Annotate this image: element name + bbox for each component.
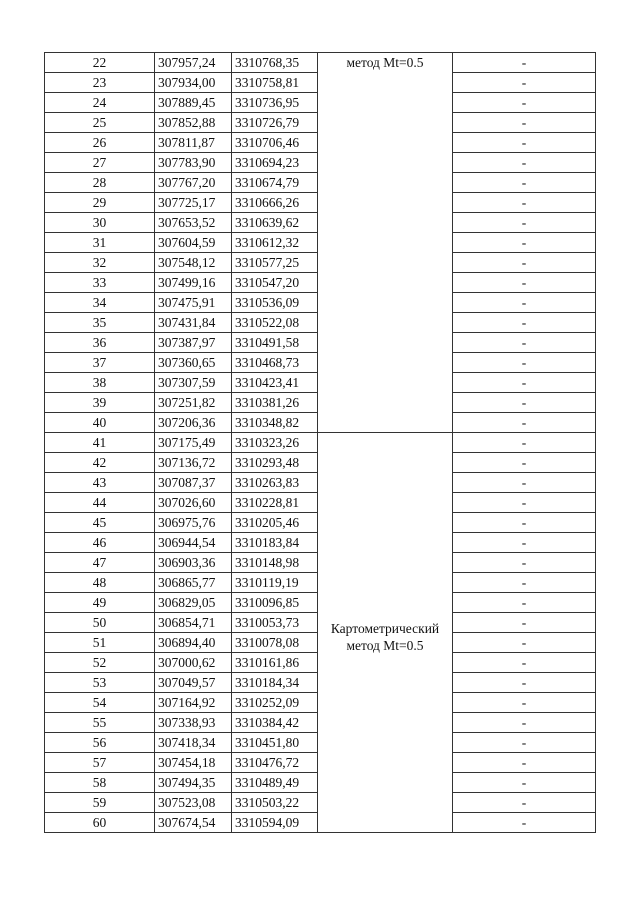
point-number-cell: 42 <box>45 453 155 473</box>
point-number-cell: 22 <box>45 53 155 73</box>
point-number-cell: 25 <box>45 113 155 133</box>
x-coordinate-cell: 306903,36 <box>155 553 232 573</box>
status-cell: - <box>453 553 596 573</box>
status-cell: - <box>453 373 596 393</box>
point-number-cell: 45 <box>45 513 155 533</box>
x-coordinate-cell: 307499,16 <box>155 273 232 293</box>
point-number-cell: 60 <box>45 813 155 833</box>
x-coordinate-cell: 307087,37 <box>155 473 232 493</box>
status-cell: - <box>453 133 596 153</box>
x-coordinate-cell: 307431,84 <box>155 313 232 333</box>
y-coordinate-cell: 3310293,48 <box>232 453 318 473</box>
status-cell: - <box>453 773 596 793</box>
point-number-cell: 46 <box>45 533 155 553</box>
x-coordinate-cell: 307475,91 <box>155 293 232 313</box>
y-coordinate-cell: 3310694,23 <box>232 153 318 173</box>
status-cell: - <box>453 193 596 213</box>
y-coordinate-cell: 3310184,34 <box>232 673 318 693</box>
point-number-cell: 28 <box>45 173 155 193</box>
y-coordinate-cell: 3310148,98 <box>232 553 318 573</box>
y-coordinate-cell: 3310384,42 <box>232 713 318 733</box>
method-cell <box>318 433 453 833</box>
status-cell: - <box>453 573 596 593</box>
status-cell: - <box>453 233 596 253</box>
point-number-cell: 36 <box>45 333 155 353</box>
y-coordinate-cell: 3310577,25 <box>232 253 318 273</box>
x-coordinate-cell: 307000,62 <box>155 653 232 673</box>
y-coordinate-cell: 3310252,09 <box>232 693 318 713</box>
point-number-cell: 35 <box>45 313 155 333</box>
x-coordinate-cell: 307454,18 <box>155 753 232 773</box>
status-cell: - <box>453 473 596 493</box>
x-coordinate-cell: 307548,12 <box>155 253 232 273</box>
x-coordinate-cell: 307494,35 <box>155 773 232 793</box>
x-coordinate-cell: 307604,59 <box>155 233 232 253</box>
x-coordinate-cell: 307674,54 <box>155 813 232 833</box>
point-number-cell: 37 <box>45 353 155 373</box>
y-coordinate-cell: 3310674,79 <box>232 173 318 193</box>
x-coordinate-cell: 306865,77 <box>155 573 232 593</box>
point-number-cell: 27 <box>45 153 155 173</box>
status-cell: - <box>453 713 596 733</box>
x-coordinate-cell: 307136,72 <box>155 453 232 473</box>
x-coordinate-cell: 307725,17 <box>155 193 232 213</box>
status-cell: - <box>453 353 596 373</box>
point-number-cell: 31 <box>45 233 155 253</box>
point-number-cell: 26 <box>45 133 155 153</box>
status-cell: - <box>453 113 596 133</box>
status-cell: - <box>453 493 596 513</box>
point-number-cell: 23 <box>45 73 155 93</box>
point-number-cell: 50 <box>45 613 155 633</box>
method-cell <box>318 53 453 433</box>
y-coordinate-cell: 3310594,09 <box>232 813 318 833</box>
point-number-cell: 41 <box>45 433 155 453</box>
method-label-line2: метод Mt=0.5 <box>346 637 424 653</box>
x-coordinate-cell: 307852,88 <box>155 113 232 133</box>
status-cell: - <box>453 453 596 473</box>
y-coordinate-cell: 3310522,08 <box>232 313 318 333</box>
y-coordinate-cell: 3310476,72 <box>232 753 318 773</box>
point-number-cell: 32 <box>45 253 155 273</box>
status-cell: - <box>453 753 596 773</box>
x-coordinate-cell: 307360,65 <box>155 353 232 373</box>
status-cell: - <box>453 653 596 673</box>
point-number-cell: 47 <box>45 553 155 573</box>
x-coordinate-cell: 307418,34 <box>155 733 232 753</box>
x-coordinate-cell: 307523,08 <box>155 793 232 813</box>
status-cell: - <box>453 153 596 173</box>
status-cell: - <box>453 533 596 553</box>
status-cell: - <box>453 513 596 533</box>
status-cell: - <box>453 733 596 753</box>
y-coordinate-cell: 3310119,19 <box>232 573 318 593</box>
y-coordinate-cell: 3310612,32 <box>232 233 318 253</box>
y-coordinate-cell: 3310468,73 <box>232 353 318 373</box>
x-coordinate-cell: 306894,40 <box>155 633 232 653</box>
status-cell: - <box>453 673 596 693</box>
coordinates-table <box>44 52 596 833</box>
point-number-cell: 59 <box>45 793 155 813</box>
point-number-cell: 49 <box>45 593 155 613</box>
x-coordinate-cell: 307251,82 <box>155 393 232 413</box>
y-coordinate-cell: 3310536,09 <box>232 293 318 313</box>
point-number-cell: 52 <box>45 653 155 673</box>
y-coordinate-cell: 3310503,22 <box>232 793 318 813</box>
status-cell: - <box>453 253 596 273</box>
y-coordinate-cell: 3310205,46 <box>232 513 318 533</box>
status-cell: - <box>453 173 596 193</box>
status-cell: - <box>453 633 596 653</box>
x-coordinate-cell: 306975,76 <box>155 513 232 533</box>
method-label: метод Mt=0.5 <box>346 55 424 70</box>
y-coordinate-cell: 3310078,08 <box>232 633 318 653</box>
status-cell: - <box>453 93 596 113</box>
status-cell: - <box>453 813 596 833</box>
y-coordinate-cell: 3310706,46 <box>232 133 318 153</box>
x-coordinate-cell: 307338,93 <box>155 713 232 733</box>
y-coordinate-cell: 3310768,35 <box>232 53 318 73</box>
point-number-cell: 54 <box>45 693 155 713</box>
y-coordinate-cell: 3310666,26 <box>232 193 318 213</box>
y-coordinate-cell: 3310096,85 <box>232 593 318 613</box>
method-label-line1: Картометрический <box>330 620 440 636</box>
x-coordinate-cell: 307957,24 <box>155 53 232 73</box>
point-number-cell: 48 <box>45 573 155 593</box>
y-coordinate-cell: 3310228,81 <box>232 493 318 513</box>
y-coordinate-cell: 3310183,84 <box>232 533 318 553</box>
x-coordinate-cell: 306854,71 <box>155 613 232 633</box>
point-number-cell: 33 <box>45 273 155 293</box>
y-coordinate-cell: 3310639,62 <box>232 213 318 233</box>
status-cell: - <box>453 213 596 233</box>
status-cell: - <box>453 593 596 613</box>
point-number-cell: 58 <box>45 773 155 793</box>
y-coordinate-cell: 3310489,49 <box>232 773 318 793</box>
y-coordinate-cell: 3310451,80 <box>232 733 318 753</box>
y-coordinate-cell: 3310161,86 <box>232 653 318 673</box>
x-coordinate-cell: 307026,60 <box>155 493 232 513</box>
y-coordinate-cell: 3310263,83 <box>232 473 318 493</box>
status-cell: - <box>453 313 596 333</box>
status-cell: - <box>453 73 596 93</box>
y-coordinate-cell: 3310547,20 <box>232 273 318 293</box>
point-number-cell: 44 <box>45 493 155 513</box>
point-number-cell: 57 <box>45 753 155 773</box>
y-coordinate-cell: 3310736,95 <box>232 93 318 113</box>
status-cell: - <box>453 793 596 813</box>
x-coordinate-cell: 307811,87 <box>155 133 232 153</box>
status-cell: - <box>453 53 596 73</box>
point-number-cell: 51 <box>45 633 155 653</box>
x-coordinate-cell: 306829,05 <box>155 593 232 613</box>
x-coordinate-cell: 307307,59 <box>155 373 232 393</box>
status-cell: - <box>453 393 596 413</box>
table-row <box>45 53 596 73</box>
y-coordinate-cell: 3310348,82 <box>232 413 318 433</box>
x-coordinate-cell: 306944,54 <box>155 533 232 553</box>
point-number-cell: 34 <box>45 293 155 313</box>
point-number-cell: 24 <box>45 93 155 113</box>
y-coordinate-cell: 3310423,41 <box>232 373 318 393</box>
point-number-cell: 56 <box>45 733 155 753</box>
status-cell: - <box>453 333 596 353</box>
x-coordinate-cell: 307767,20 <box>155 173 232 193</box>
point-number-cell: 43 <box>45 473 155 493</box>
x-coordinate-cell: 307653,52 <box>155 213 232 233</box>
y-coordinate-cell: 3310053,73 <box>232 613 318 633</box>
status-cell: - <box>453 433 596 453</box>
status-cell: - <box>453 413 596 433</box>
y-coordinate-cell: 3310381,26 <box>232 393 318 413</box>
x-coordinate-cell: 307889,45 <box>155 93 232 113</box>
point-number-cell: 38 <box>45 373 155 393</box>
table-row <box>45 433 596 453</box>
point-number-cell: 39 <box>45 393 155 413</box>
point-number-cell: 55 <box>45 713 155 733</box>
point-number-cell: 30 <box>45 213 155 233</box>
x-coordinate-cell: 307783,90 <box>155 153 232 173</box>
point-number-cell: 53 <box>45 673 155 693</box>
x-coordinate-cell: 307175,49 <box>155 433 232 453</box>
y-coordinate-cell: 3310323,26 <box>232 433 318 453</box>
x-coordinate-cell: 307934,00 <box>155 73 232 93</box>
y-coordinate-cell: 3310758,81 <box>232 73 318 93</box>
x-coordinate-cell: 307206,36 <box>155 413 232 433</box>
status-cell: - <box>453 293 596 313</box>
x-coordinate-cell: 307387,97 <box>155 333 232 353</box>
x-coordinate-cell: 307164,92 <box>155 693 232 713</box>
y-coordinate-cell: 3310726,79 <box>232 113 318 133</box>
point-number-cell: 40 <box>45 413 155 433</box>
status-cell: - <box>453 693 596 713</box>
y-coordinate-cell: 3310491,58 <box>232 333 318 353</box>
point-number-cell: 29 <box>45 193 155 213</box>
x-coordinate-cell: 307049,57 <box>155 673 232 693</box>
status-cell: - <box>453 273 596 293</box>
status-cell: - <box>453 613 596 633</box>
